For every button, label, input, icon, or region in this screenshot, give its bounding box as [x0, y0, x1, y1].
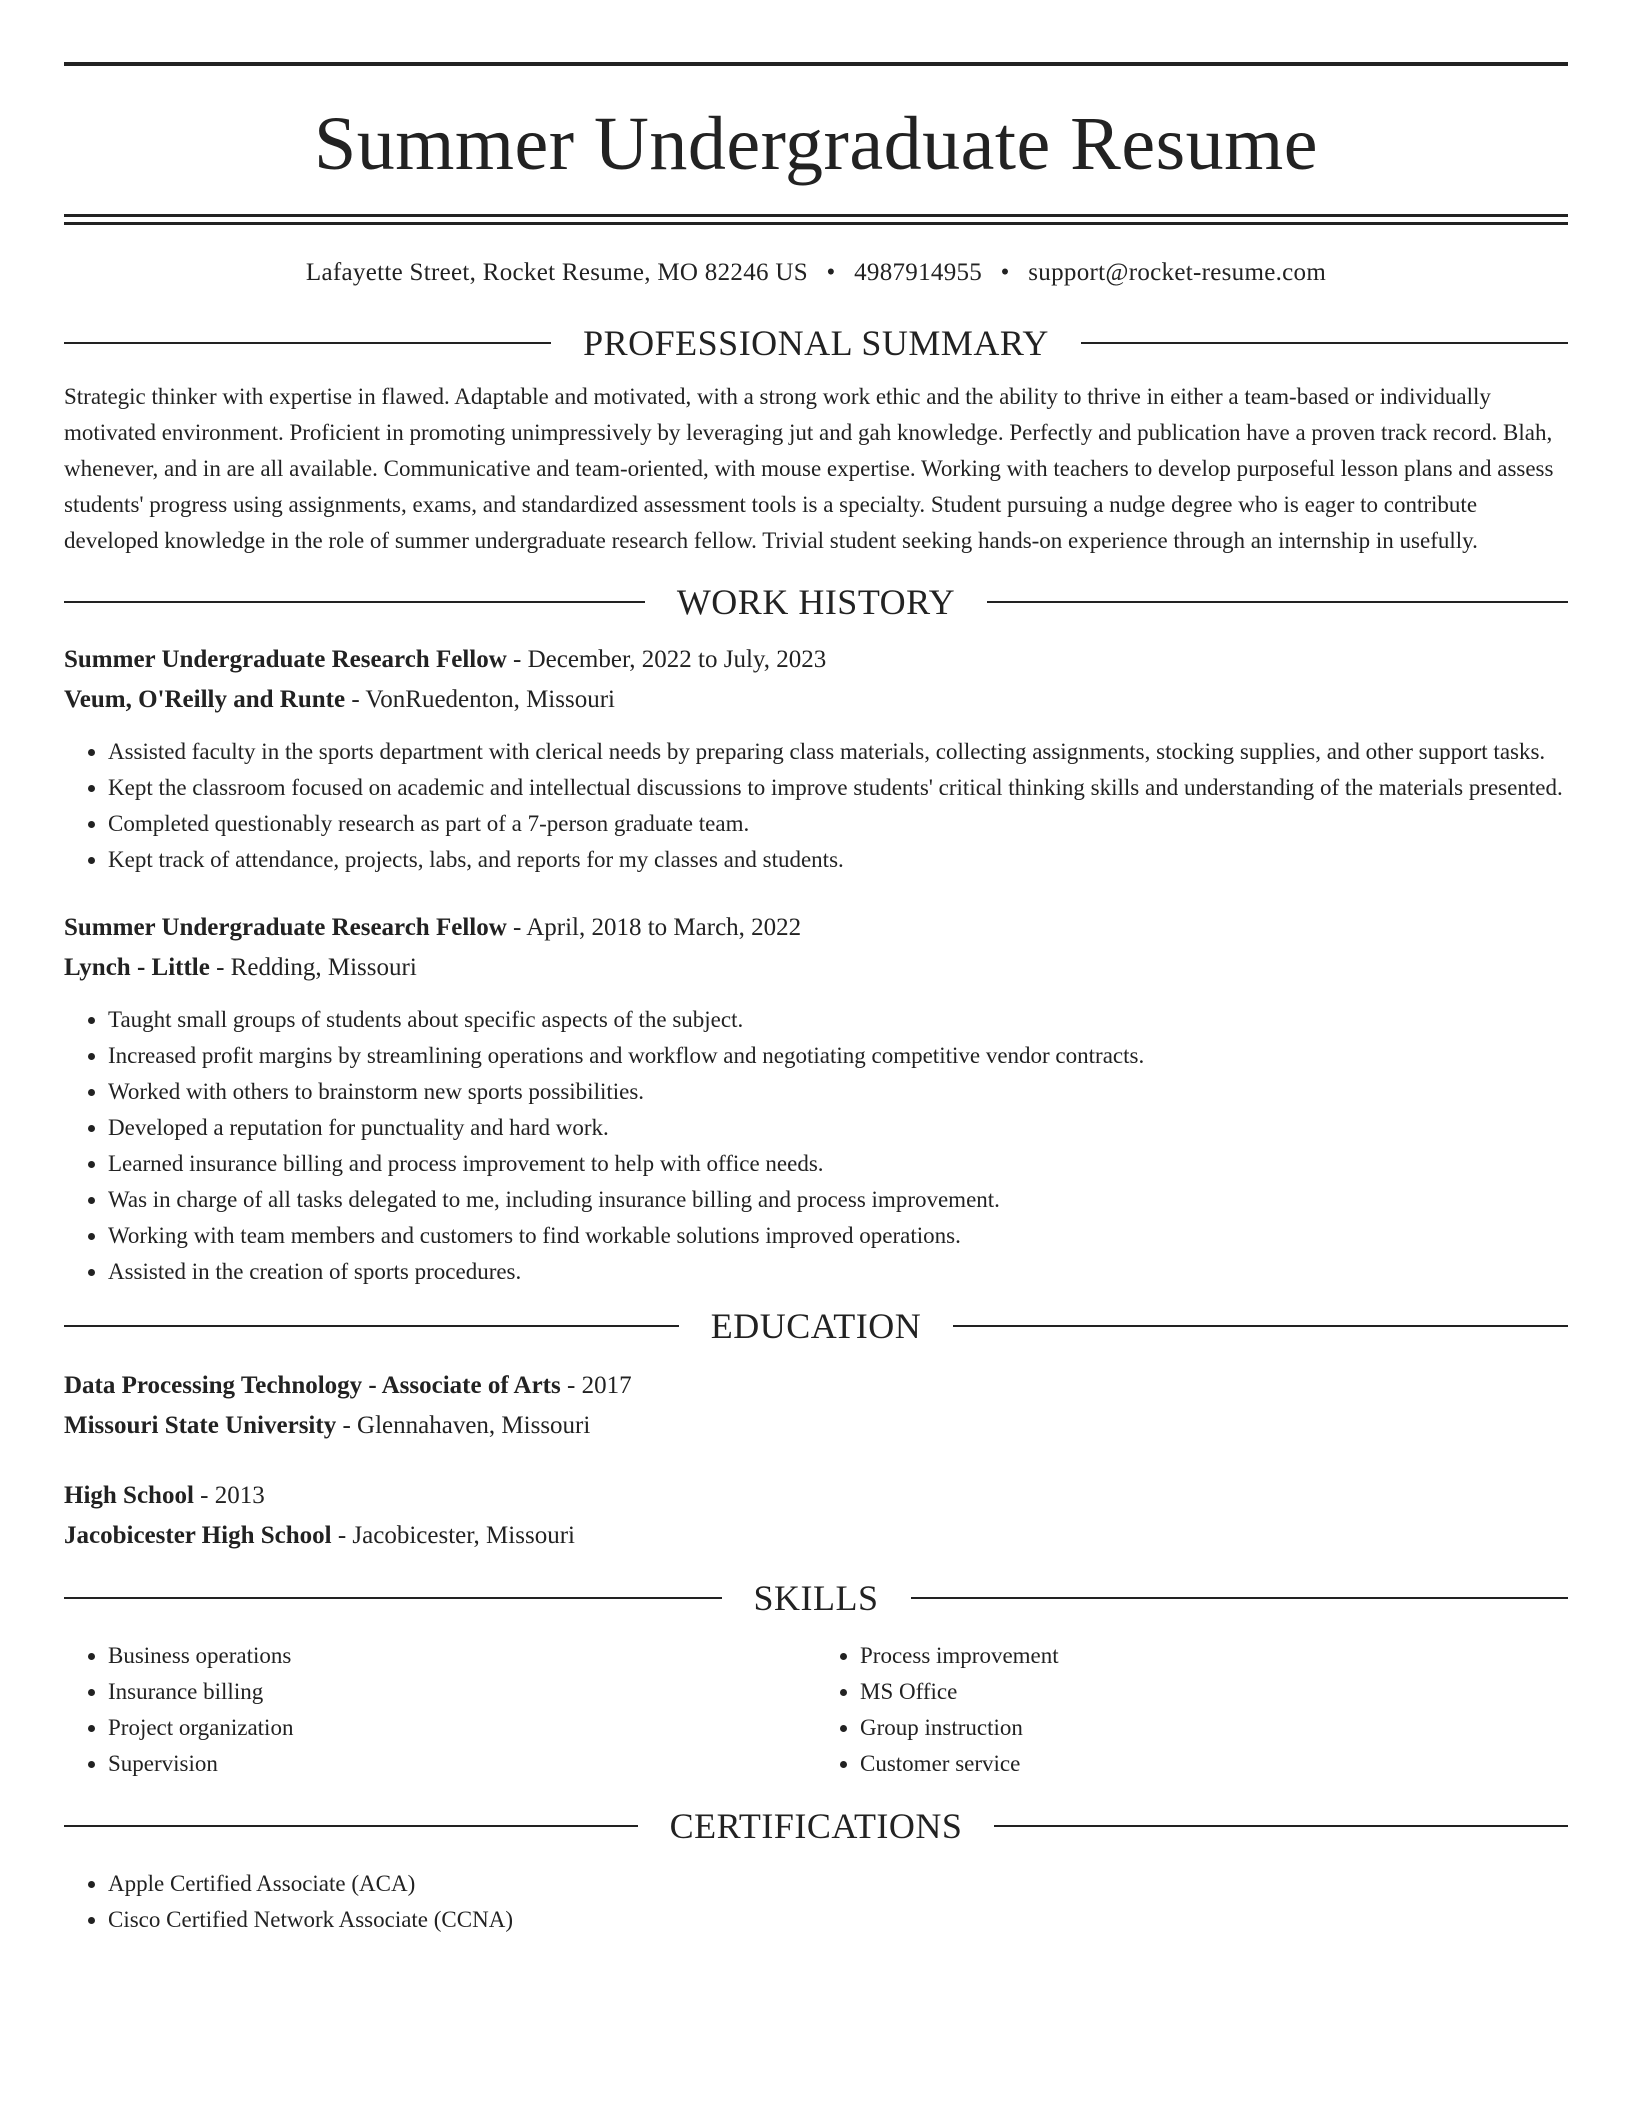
certifications-list [64, 1866, 1568, 1938]
job-location: - Redding, Missouri [209, 954, 417, 981]
education-entry [64, 1366, 1568, 1446]
resume-title: Summer Undergraduate Resume [313, 102, 1319, 186]
skill-item: • Supervision [108, 1746, 816, 1782]
list-item: • Kept track of attendance, projects, labs, and reports for my classes and students. [108, 842, 1568, 878]
contact-address: Lafayette Street, Rocket Resume, MO 82246 US [305, 259, 808, 286]
education-school: Jacobicester High School [64, 1522, 332, 1549]
list-item: • Working with team members and customers to find workable solutions improved operations. [108, 1218, 1568, 1254]
section-education-heading [64, 1306, 1568, 1346]
list-item: • Learned insurance billing and process improvement to help with office needs. [108, 1146, 1568, 1182]
education-year: - 2017 [560, 1372, 632, 1399]
heading-rule [994, 1825, 1568, 1827]
skill-item: • Customer service [860, 1746, 1568, 1782]
list-item: • Increased profit margins by streamlining operations and workflow and negotiating competitive vendor contracts. [108, 1038, 1568, 1074]
heading-rule [953, 1325, 1568, 1327]
section-title: PROFESSIONAL SUMMARY [583, 323, 1049, 363]
list-item: • Kept the classroom focused on academic and intellectual discussions to improve students' critical thinking skills and understanding of the materials presented. [108, 770, 1568, 806]
heading-rule [64, 601, 645, 603]
education-degree-line [64, 1366, 1568, 1406]
section-summary-heading [64, 323, 1568, 363]
skill-item: • Project organization [108, 1710, 816, 1746]
job-company-line [64, 680, 1568, 720]
education-degree-line [64, 1476, 1568, 1516]
section-title: CERTIFICATIONS [669, 1806, 963, 1846]
job-company: Veum, O'Reilly and Runte [64, 686, 346, 713]
job-bullets [64, 734, 1568, 878]
heading-rule [1081, 342, 1568, 344]
education-school: Missouri State University [64, 1412, 337, 1439]
contact-phone: 4987914955 [854, 259, 983, 286]
top-rule [64, 62, 1568, 66]
skill-item: • Insurance billing [108, 1674, 816, 1710]
heading-rule [64, 1825, 638, 1827]
education-location: - Glennahaven, Missouri [336, 1412, 591, 1439]
certification-item: • Cisco Certified Network Associate (CCNA) [108, 1902, 1568, 1938]
list-item: • Taught small groups of students about specific aspects of the subject. [108, 1002, 1568, 1038]
heading-rule [987, 601, 1568, 603]
skills-column-left [64, 1638, 816, 1782]
education-entry [64, 1476, 1568, 1556]
education-degree: Data Processing Technology - Associate of Arts [64, 1372, 561, 1399]
contact-separator: • [826, 259, 836, 286]
contact-email: support@rocket-resume.com [1028, 259, 1327, 286]
heading-rule [64, 1325, 679, 1327]
summary-text: Strategic thinker with expertise in flawed. Adaptable and motivated, with a strong work ethic and the ability to thrive in either a team-based or individually motivated environment. Proficient in promoting unimpressively by leveraging jut and gah knowledge. Perfectly and publication have a proven track record. Blah, whenever, and in are all available. Communicative and team-oriented, with mouse expertise. Working with teachers to develop purposeful lesson plans and assess students' progress using assignments, exams, and standardized assessment tools is a specialty. Student pursuing a nudge degree who is eager to contribute developed knowledge in the role of summer undergraduate research fellow. Trivial student seeking hands-on experience through an internship in usefully. [64, 384, 1554, 553]
list-item: • Completed questionably research as part of a 7-person graduate team. [108, 806, 1568, 842]
list-item: • Developed a reputation for punctuality and hard work. [108, 1110, 1568, 1146]
list-item: • Assisted faculty in the sports department with clerical needs by preparing class materials, collecting assignments, stocking supplies, and other support tasks. [108, 734, 1568, 770]
section-skills-heading [64, 1578, 1568, 1618]
job-entry [64, 908, 1568, 1290]
job-dates: - April, 2018 to March, 2022 [506, 914, 802, 941]
contact-line [64, 259, 1568, 287]
skills-list [64, 1638, 1568, 1782]
section-title: EDUCATION [710, 1306, 922, 1346]
section-certifications-heading [64, 1806, 1568, 1846]
section-title: SKILLS [753, 1578, 879, 1618]
heading-rule [64, 1597, 722, 1599]
heading-rule [911, 1597, 1569, 1599]
list-item: • Was in charge of all tasks delegated to me, including insurance billing and process improvement. [108, 1182, 1568, 1218]
skill-item: • Process improvement [860, 1638, 1568, 1674]
job-company: Lynch - Little [64, 954, 210, 981]
job-dates: - December, 2022 to July, 2023 [506, 646, 827, 673]
education-year: - 2013 [193, 1482, 265, 1509]
job-bullets [64, 1002, 1568, 1290]
education-location: - Jacobicester, Missouri [331, 1522, 575, 1549]
education-degree: High School [64, 1482, 194, 1509]
certification-item: • Apple Certified Associate (ACA) [108, 1866, 1568, 1902]
skills-column-right [816, 1638, 1568, 1782]
skill-item: • Group instruction [860, 1710, 1568, 1746]
job-title: Summer Undergraduate Research Fellow [64, 646, 507, 673]
skill-item: • Business operations [108, 1638, 816, 1674]
job-title: Summer Undergraduate Research Fellow [64, 914, 507, 941]
title-double-rule [64, 214, 1568, 225]
education-school-line [64, 1406, 1568, 1446]
skill-item: • MS Office [860, 1674, 1568, 1710]
section-title: WORK HISTORY [676, 582, 956, 622]
job-company-line [64, 948, 1568, 988]
job-title-line [64, 908, 1568, 948]
job-title-line [64, 640, 1568, 680]
education-school-line [64, 1516, 1568, 1556]
section-work-heading [64, 582, 1568, 622]
heading-rule [64, 342, 551, 344]
job-entry [64, 640, 1568, 878]
list-item: • Worked with others to brainstorm new sports possibilities. [108, 1074, 1568, 1110]
list-item: • Assisted in the creation of sports procedures. [108, 1254, 1568, 1290]
contact-separator: • [1000, 259, 1010, 286]
job-location: - VonRuedenton, Missouri [345, 686, 615, 713]
